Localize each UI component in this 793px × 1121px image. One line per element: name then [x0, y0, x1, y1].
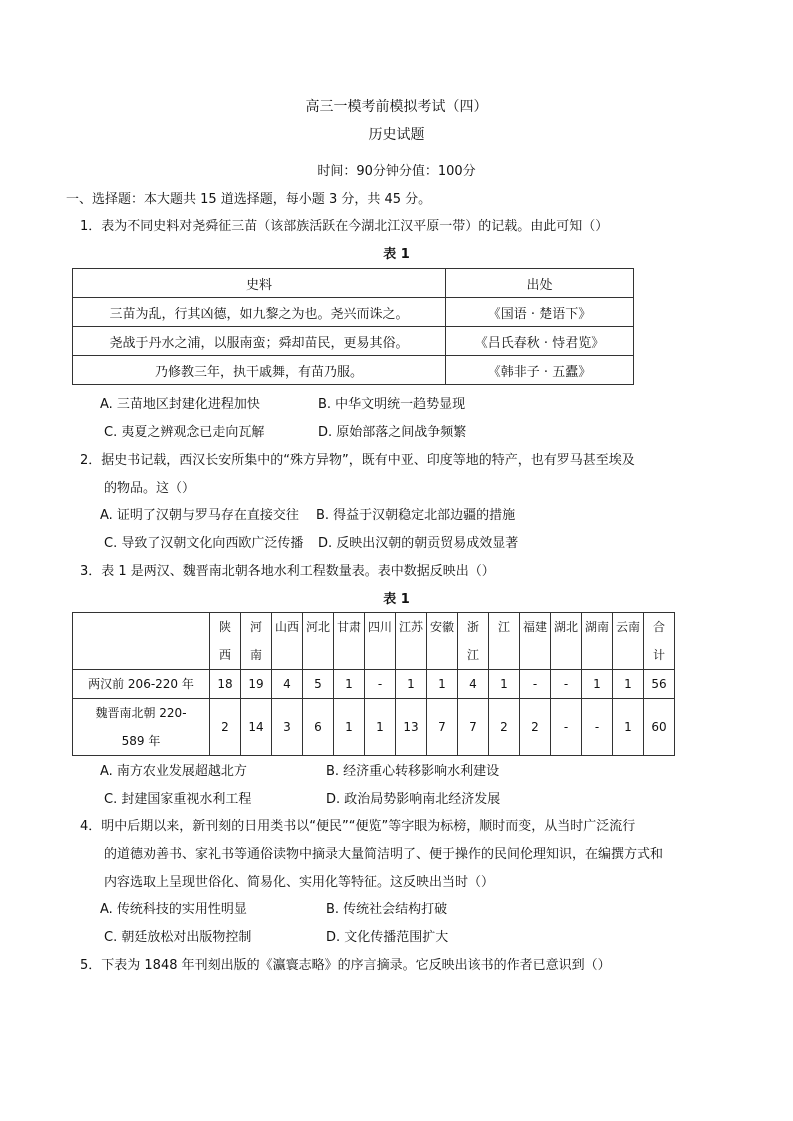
table-cell: 《国语 · 楚语下》 [446, 298, 634, 327]
table-header-cell: 出处 [446, 269, 634, 298]
table-cell: - [365, 670, 396, 699]
exam-subject: 历史试题 [368, 127, 425, 143]
table-cell: 1 [613, 699, 644, 756]
table-header-cell: 合 计 [644, 613, 675, 670]
table-row-label: 两汉前 206-220 年 [73, 670, 210, 699]
q4-stem-line1: 4．明中后期以来，新刊刻的日用类书以“便民”“便览”等字眼为标榜，顺时而变，从当时广泛流行 [80, 819, 636, 834]
table-row [73, 356, 634, 385]
table-row [73, 613, 675, 670]
q2-option-c: C. 导致了汉朝文化向西欧广泛传播 [104, 536, 304, 551]
q2-option-b: B. 得益于汉朝稳定北部边疆的措施 [316, 508, 516, 523]
q3-table-caption: 表 1 [383, 592, 410, 607]
table-header-cell: 甘肃 [334, 613, 365, 670]
table-cell: 1 [334, 699, 365, 756]
table-cell: 7 [427, 699, 458, 756]
q4-option-a: A. 传统科技的实用性明显 [100, 902, 247, 917]
exam-title: 高三一模考前模拟考试（四） [305, 99, 488, 115]
table-cell: 60 [644, 699, 675, 756]
table-cell: 3 [272, 699, 303, 756]
table-header-cell: 浙 江 [458, 613, 489, 670]
q4-option-b: B. 传统社会结构打破 [326, 902, 448, 917]
q3-option-b: B. 经济重心转移影响水利建设 [326, 764, 500, 779]
q3-option-a: A. 南方农业发展超越北方 [100, 764, 247, 779]
q4-stem-line3: 内容选取上呈现世俗化、简易化、实用化等特征。这反映出当时（） [104, 875, 495, 890]
q1-table [72, 268, 634, 385]
table-header-cell: 福建 [520, 613, 551, 670]
q2-stem-line1: 2．据史书记载，西汉长安所集中的“殊方异物”，既有中亚、印度等地的特产，也有罗马甚至埃及 [80, 453, 635, 468]
table-cell: 三苗为乱，行其凶德，如九黎之为也。尧兴而诛之。 [73, 298, 446, 327]
table-header-cell: 河 南 [241, 613, 272, 670]
q2-option-d: D. 反映出汉朝的朝贡贸易成效显著 [318, 536, 519, 551]
q1-stem: 1．表为不同史料对尧舜征三苗（该部族活跃在今湖北江汉平原一带）的记载。由此可知（） [80, 219, 609, 234]
table-header-cell: 江苏 [396, 613, 427, 670]
table-header-cell: 湖北 [551, 613, 582, 670]
q1-option-d: D. 原始部落之间战争频繁 [318, 425, 467, 440]
table-row-label: 魏晋南北朝 220- 589 年 [73, 699, 210, 756]
table-cell: 2 [520, 699, 551, 756]
table-cell: 7 [458, 699, 489, 756]
table-cell: 56 [644, 670, 675, 699]
q1-option-b: B. 中华文明统一趋势显现 [318, 397, 466, 412]
table-cell: 尧战于丹水之浦，以服南蛮；舜却苗民，更易其俗。 [73, 327, 446, 356]
table-header-cell: 云南 [613, 613, 644, 670]
table-cell: 19 [241, 670, 272, 699]
q3-stem: 3．表 1 是两汉、魏晋南北朝各地水利工程数量表。表中数据反映出（） [80, 564, 495, 579]
table-cell: 14 [241, 699, 272, 756]
table-cell: 13 [396, 699, 427, 756]
q4-option-c: C. 朝廷放松对出版物控制 [104, 930, 252, 945]
q1-table-caption: 表 1 [383, 247, 410, 262]
table-header-cell: 安徽 [427, 613, 458, 670]
table-row [73, 269, 634, 298]
section-heading: 一、选择题：本大题共 15 道选择题，每小题 3 分，共 45 分。 [66, 192, 432, 207]
table-cell: 2 [489, 699, 520, 756]
q1-option-a: A. 三苗地区封建化进程加快 [100, 397, 260, 412]
q4-stem-line2: 的道德劝善书、家礼书等通俗读物中摘录大量简洁明了、便于操作的民间伦理知识，在编撰方式和 [104, 847, 664, 862]
q2-option-a: A. 证明了汉朝与罗马存在直接交往 [100, 508, 299, 523]
table-cell: - [551, 699, 582, 756]
table-cell: 5 [303, 670, 334, 699]
q1-option-c: C. 夷夏之辨观念已走向瓦解 [104, 425, 265, 440]
table-header-cell: 江 [489, 613, 520, 670]
table-cell: 1 [582, 670, 613, 699]
q2-stem-line2: 的物品。这（） [104, 481, 196, 496]
table-cell: 18 [210, 670, 241, 699]
table-header-cell: 湖南 [582, 613, 613, 670]
q3-option-c: C. 封建国家重视水利工程 [104, 792, 252, 807]
table-cell: 2 [210, 699, 241, 756]
table-cell: 6 [303, 699, 334, 756]
q4-option-d: D. 文化传播范围扩大 [326, 930, 449, 945]
table-cell: 1 [427, 670, 458, 699]
table-header-cell: 山西 [272, 613, 303, 670]
table-cell: 1 [396, 670, 427, 699]
table-cell: - [551, 670, 582, 699]
table-row [73, 327, 634, 356]
table-cell: 4 [272, 670, 303, 699]
table-header-cell: 四川 [365, 613, 396, 670]
table-cell: 1 [489, 670, 520, 699]
table-row [73, 298, 634, 327]
table-cell: 1 [365, 699, 396, 756]
table-header-cell: 河北 [303, 613, 334, 670]
table-row [73, 699, 675, 756]
table-cell: 4 [458, 670, 489, 699]
table-cell: - [582, 699, 613, 756]
table-corner-cell [73, 613, 210, 670]
table-cell: 1 [334, 670, 365, 699]
q3-table [72, 612, 675, 756]
table-cell: 《韩非子 · 五蠹》 [446, 356, 634, 385]
table-header-cell: 史料 [73, 269, 446, 298]
table-cell: 《吕氏春秋 · 恃君览》 [446, 327, 634, 356]
q5-stem: 5．下表为 1848 年刊刻出版的《瀛寰志略》的序言摘录。它反映出该书的作者已意识到（） [80, 958, 611, 973]
table-cell: 乃修教三年，执干戚舞，有苗乃服。 [73, 356, 446, 385]
q3-option-d: D. 政治局势影响南北经济发展 [326, 792, 501, 807]
table-cell: - [520, 670, 551, 699]
table-row [73, 670, 675, 699]
table-header-cell: 陕 西 [210, 613, 241, 670]
exam-time-score: 时间：90分钟分值：100分 [317, 164, 476, 179]
table-cell: 1 [613, 670, 644, 699]
